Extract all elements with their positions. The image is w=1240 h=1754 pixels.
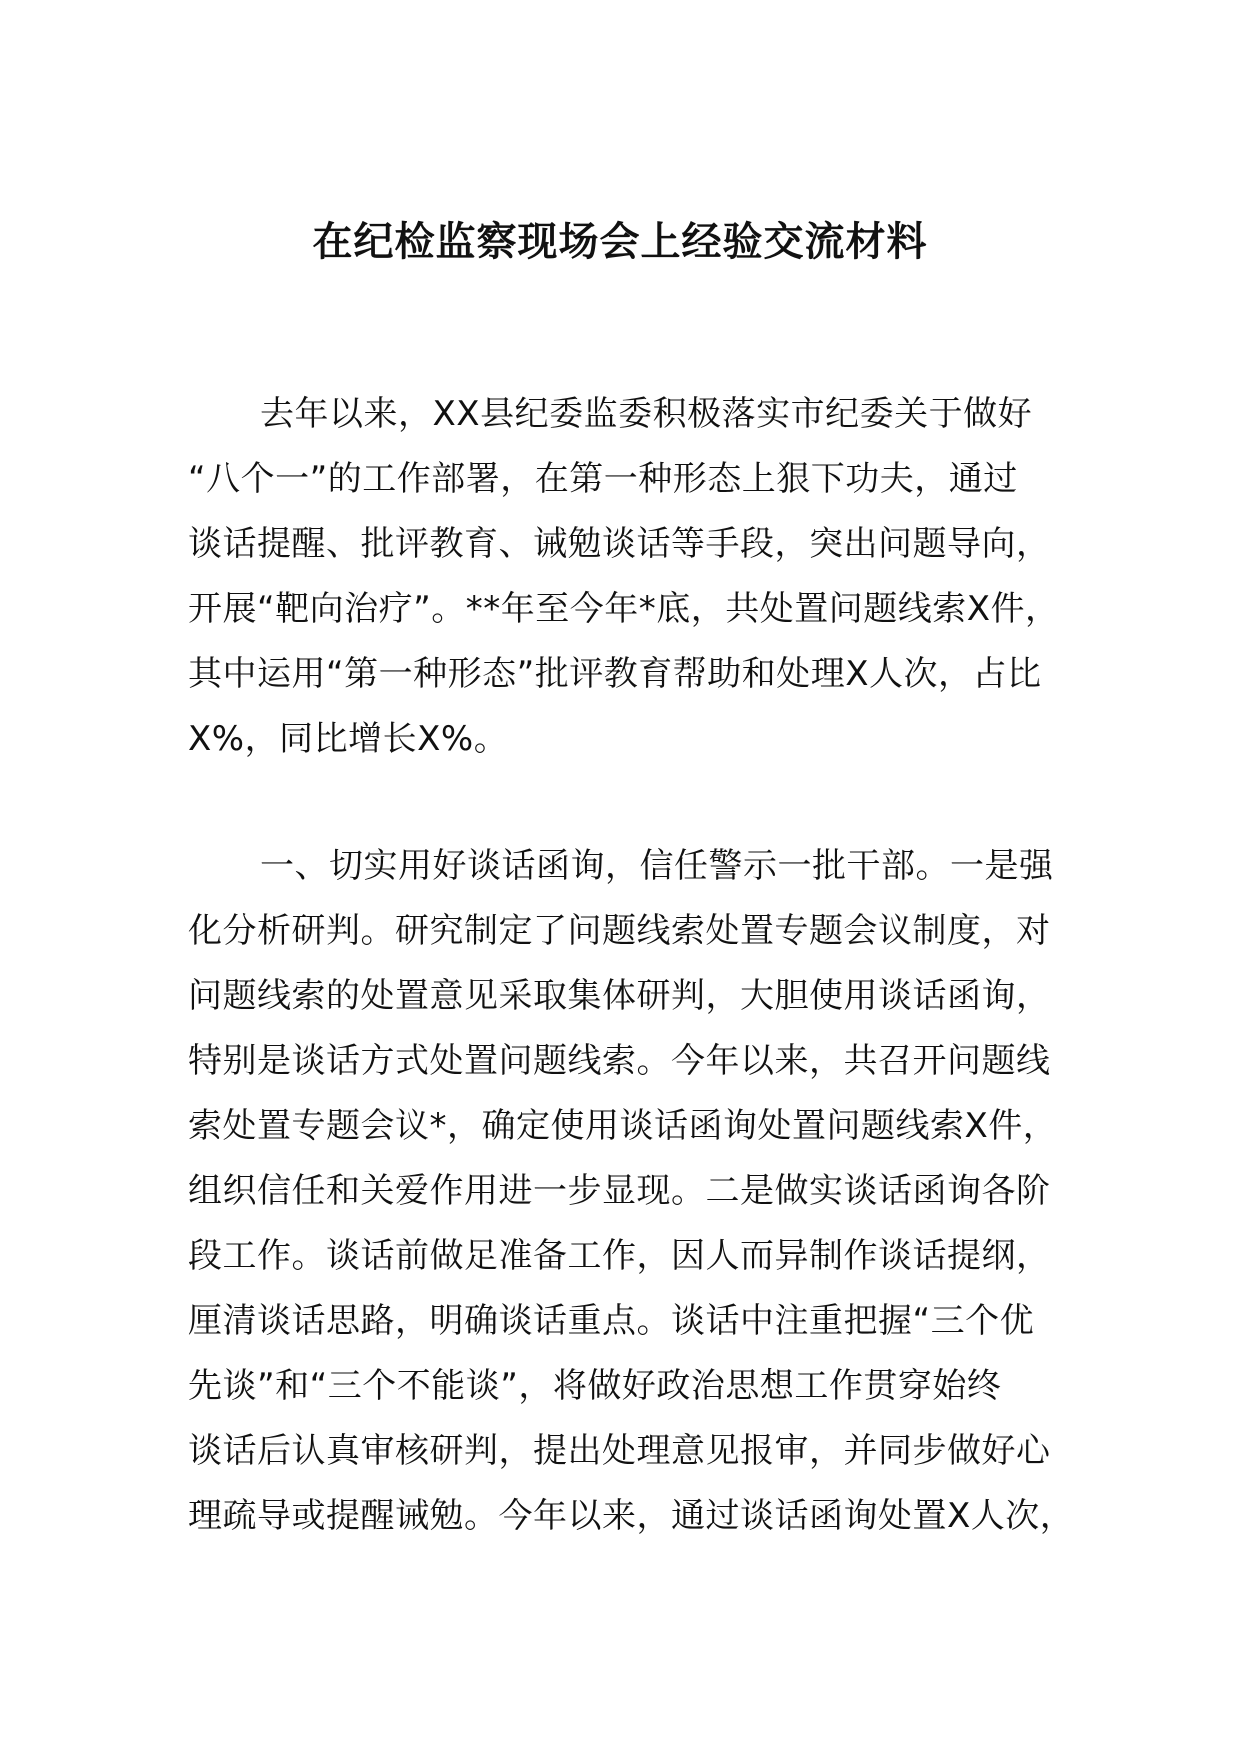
text-line: 谈话后认真审核研判，提出处理意见报审，并同步做好心: [188, 1431, 1051, 1471]
text-line: 其中运用“第一种形态”批评教育帮助和处理X人次，占比: [188, 654, 1042, 694]
text-line: X%，同比增长X%。: [188, 719, 509, 759]
text-line: 化分析研判。研究制定了问题线索处置专题会议制度，对: [188, 911, 1051, 951]
text-line: 索处置专题会议*，确定使用谈话函询处置问题线索X件，: [188, 1106, 1058, 1146]
text-line: 理疏导或提醒诫勉。今年以来，通过谈话函询处置X人次，: [188, 1496, 1075, 1536]
text-line: “八个一”的工作部署，在第一种形态上狠下功夫，通过: [188, 459, 1018, 499]
document-title: 在纪检监察现场会上经验交流材料: [312, 219, 928, 265]
text-line: 组织信任和关爱作用进一步显现。二是做实谈话函询各阶: [188, 1171, 1051, 1211]
text-line: 一、切实用好谈话函询，信任警示一批干部。一是强: [260, 846, 1054, 886]
text-line: 段工作。谈话前做足准备工作，因人而异制作谈话提纲，: [188, 1236, 1051, 1276]
text-line: 谈话提醒、批评教育、诫勉谈话等手段，突出问题导向，: [188, 524, 1051, 564]
paragraph-section-one: [188, 834, 1075, 1549]
text-line: 去年以来，XX县纪委监委积极落实市纪委关于做好: [260, 394, 1033, 434]
text-line: 问题线索的处置意见采取集体研判，大胆使用谈话函询，: [188, 976, 1051, 1016]
text-line: 厘清谈话思路，明确谈话重点。谈话中注重把握“三个优: [188, 1301, 1035, 1341]
text-line: 特别是谈话方式处置问题线索。今年以来，共召开问题线: [188, 1041, 1051, 1081]
text-line: 先谈”和“三个不能谈”，将做好政治思想工作贯穿始终: [188, 1366, 1002, 1406]
paragraph-intro: [188, 382, 1058, 772]
text-line: 开展“靶向治疗”。**年至今年*底，共处置问题线索X件，: [188, 589, 1060, 629]
